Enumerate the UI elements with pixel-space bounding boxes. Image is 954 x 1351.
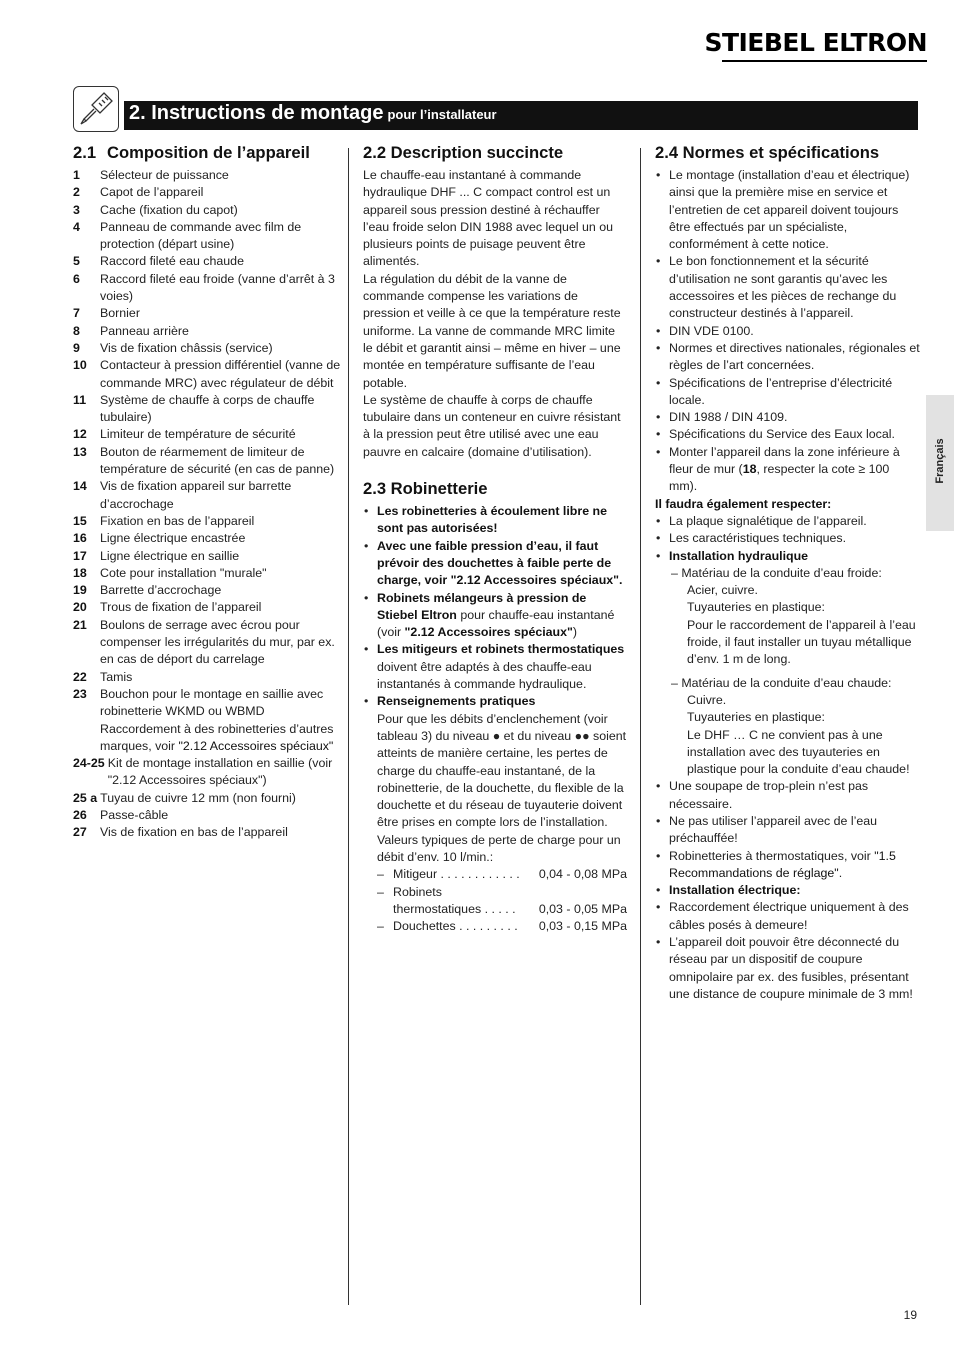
list-item	[73, 219, 341, 254]
item-text: Panneau arrière	[100, 323, 189, 338]
list-item	[73, 530, 341, 547]
item-text: Ligne électrique encastrée	[100, 531, 246, 546]
loss-label: thermostatiques . . . . .	[393, 901, 516, 916]
list-item: • DIN VDE 0100.	[655, 323, 920, 340]
list-item	[73, 426, 341, 443]
item-number: 16	[73, 531, 87, 546]
item-text: Cote pour installation "murale"	[100, 565, 267, 580]
item-number: 5	[73, 254, 80, 269]
item-number: 11	[73, 392, 87, 407]
item-number: 27	[73, 825, 87, 840]
list-item	[377, 901, 627, 918]
list-item	[377, 918, 627, 935]
list-item: • Les mitigeurs et robinets thermostatiques doivent être adaptés à des chauffe-eau instantanés à commande hydraulique.	[363, 641, 627, 693]
list-item: • DIN 1988 / DIN 4109.	[655, 409, 920, 426]
normes-list	[655, 167, 920, 496]
heading-robinetterie: 2.3 Robinetterie	[363, 479, 488, 499]
list-item	[73, 824, 341, 841]
list-item: • Installation hydraulique	[655, 548, 920, 565]
list-item	[73, 755, 341, 790]
heading-composition: 2.1 Composition de l’appareil	[73, 143, 310, 162]
heading-description: 2.2 Description succincte	[363, 143, 564, 162]
list-item	[377, 866, 627, 883]
list-item: • Spécifications de l’entreprise d’électricité locale.	[655, 375, 920, 410]
list-item: • La plaque signalétique de l’appareil.	[655, 513, 920, 530]
list-item: • Les caractéristiques techniques.	[655, 530, 920, 547]
item-text: Boulons de serrage avec écrou pour compenser les irrégularités du mur, par ex. en cas de déport du carrelage	[100, 617, 335, 667]
list-item	[73, 807, 341, 824]
misc-list	[655, 778, 920, 1003]
column-description	[363, 142, 627, 935]
heading-normes: 2.4 Normes et spécifications	[655, 143, 880, 162]
list-item	[73, 478, 341, 513]
item-text: Contacteur à pression différentiel (vanne de commande MRC) avec régulateur de débit	[100, 358, 341, 390]
item-text: Kit de montage installation en saillie (voir "2.12 Accessoires spéciaux")	[107, 756, 333, 788]
item-text: Trous de fixation de l’appareil	[100, 600, 262, 615]
item-number: 20	[73, 600, 87, 615]
item-text: Bouton de réarmement de limiteur de température de sécurité (en cas de panne)	[100, 444, 335, 477]
item-text: Capot de l’appareil	[100, 185, 204, 200]
also-respect-label: Il faudra également respecter:	[655, 496, 832, 511]
language-tab	[926, 395, 954, 531]
loss-value: 0,03 - 0,05 MPa	[538, 901, 627, 916]
list-item	[73, 444, 341, 479]
section-title-bar	[124, 101, 918, 130]
item-number: 26	[73, 807, 87, 822]
item-text: Panneau de commande avec film de protection (départ usine)	[100, 219, 302, 252]
paragraph: La régulation du débit de la vanne de commande compense les variations de pression et veille à ce que la température reste uniforme. La vanne de commande MRC limite le débit et garantit ainsi – même en hiver – une montée en température suffisante de l’eau potable.	[363, 271, 621, 390]
list-item: • L’appareil doit pouvoir être déconnecté du réseau par un dispositif de coupure omnipolaire par ex. des fusibles, présentant une distance de coupure minimale de 3 mm!	[655, 934, 920, 1003]
list-item	[73, 513, 341, 530]
list-item	[73, 686, 341, 755]
item-number: 15	[73, 513, 87, 528]
list-item: • Le bon fonctionnement et la sécurité d’utilisation ne sont garantis qu’avec les accessoires et les pièces de rechange du constructeur destinés à l’appareil.	[655, 253, 920, 322]
column-divider	[640, 148, 641, 1305]
item-text: Vis de fixation appareil sur barrette d’accrochage	[100, 479, 292, 511]
list-item	[73, 582, 341, 599]
loss-value: 0,04 - 0,08 MPa	[538, 867, 627, 882]
list-item: • Renseignements pratiques Pour que les débits d’enclenchement (voir tableau 3) du niveau ● et du niveau ●● soient atteints de manière certaine, les pertes de charge du chauffe-eau instantané, de la robinetterie, de la douchette, du flexible de la douchette et du réseau de tuyauterie doivent être prises en compte lors de l’installation. Valeurs typiques de perte de charge pour un débit d’env. 10 l/min.: – Mitigeur . . . . . . . . . . . . 0,04 - 0,08 MPa – Robinets thermostatiques . . . . . 0,03 - 0,05 MPa – Douchettes . . . . . . . . . 0,03 - 0,15 MPa	[363, 693, 627, 935]
item-number: 10	[73, 358, 87, 373]
list-item	[377, 884, 627, 901]
item-number: 14	[73, 479, 87, 494]
list-item	[73, 271, 341, 306]
item-text: Limiteur de température de sécurité	[100, 427, 296, 442]
pressure-loss-list	[377, 866, 627, 935]
item-text: Barrette d’accrochage	[100, 583, 222, 598]
item-text: Raccord fileté eau chaude	[100, 254, 244, 269]
loss-value: 0,03 - 0,15 MPa	[538, 919, 627, 934]
paragraph: Le chauffe-eau instantané à commande hydraulique DHF ... C compact control est un appareil sous pression destiné à réchauffer l’eau froide selon DIN 1988 avec lequel un ou plusieurs points de puisage peuvent être alimentés.	[363, 168, 614, 269]
item-text: Tamis	[100, 669, 133, 684]
cold-water-block: – Matériau de la conduite d’eau froide: Acier, cuivre. Tuyauteries en plastique: Pour le raccordement de l’appareil à l’eau froide, il faut installer un tuyau métallique d’env. 1 m de long.	[671, 565, 916, 667]
item-text: Passe-câble	[100, 807, 169, 822]
list-item	[73, 323, 341, 340]
column-normes	[655, 142, 920, 1003]
list-item	[73, 790, 341, 807]
item-number: 24-25	[73, 756, 105, 771]
logo-underline	[722, 60, 927, 62]
loss-label: – Robinets	[393, 884, 442, 899]
item-number: 3	[73, 202, 80, 217]
list-item	[73, 599, 341, 616]
item-number: 4	[73, 219, 80, 234]
list-item	[73, 392, 341, 427]
list-item: • Ne pas utiliser l’appareil avec de l’eau préchauffée!	[655, 813, 920, 848]
item-number: 19	[73, 583, 87, 598]
list-item: • Robinetteries à thermostatiques, voir "1.5 Recommandations de réglage".	[655, 848, 920, 883]
item-number: 9	[73, 340, 80, 355]
list-item	[73, 617, 341, 669]
list-item	[73, 305, 341, 322]
robinetterie-list	[363, 503, 627, 935]
list-item: • Installation électrique:	[655, 882, 920, 899]
list-item	[73, 167, 341, 184]
paragraph: Le système de chauffe à corps de chauffe tubulaire dans un conteneur en cuivre résistant à la pression peut être utilisé avec une eau pauvre en calcaire (domaine d’utilisation).	[363, 392, 621, 459]
item-text: Fixation en bas de l’appareil	[100, 513, 255, 528]
list-item	[73, 357, 341, 392]
item-number: 25 a	[73, 790, 98, 805]
item-text: Vis de fixation en bas de l’appareil	[100, 825, 288, 840]
list-item	[73, 340, 341, 357]
section-title: 2. Instructions de montage	[129, 102, 384, 124]
list-item: • Monter l’appareil dans la zone inférieure à fleur de mur (18, respecter la cote ≥ 100 mm).	[655, 444, 920, 496]
item-number: 1	[73, 168, 80, 182]
brand-logo: STIEBEL ELTRON	[704, 28, 927, 57]
item-text: Bornier	[100, 306, 140, 321]
item-number: 18	[73, 565, 87, 580]
list-item: • Le montage (installation d’eau et électrique) ainsi que la première mise en service et l’entretien de cet appareil doivent toujours être effectués par un spécialiste, conformément à cette notice.	[655, 167, 920, 253]
screwdriver-icon	[73, 86, 119, 132]
list-item: • Normes et directives nationales, régionales et règles de l’art concernées.	[655, 340, 920, 375]
item-text: Vis de fixation châssis (service)	[100, 340, 273, 355]
list-item	[73, 253, 341, 270]
item-text: Raccord fileté eau froide (vanne d’arrêt à 3 voies)	[100, 271, 335, 304]
list-item: • Une soupape de trop-plein n’est pas nécessaire.	[655, 778, 920, 813]
column-composition	[73, 142, 341, 842]
loss-label: – Mitigeur . . . . . . . . . . . .	[393, 867, 520, 882]
list-item	[73, 548, 341, 565]
list-item	[73, 565, 341, 582]
item-number: 8	[73, 323, 80, 338]
item-text: Bouchon pour le montage en saillie avec robinetterie WKMD ou WBMD Raccordement à des robinetteries d’autres marques, voir "2.12 Accessoires spéciaux"	[100, 686, 334, 753]
list-item: • Spécifications du Service des Eaux local.	[655, 426, 920, 443]
page-number: 19	[903, 1308, 917, 1322]
list-item	[73, 202, 341, 219]
column-divider	[348, 148, 349, 1305]
item-number: 21	[73, 617, 87, 632]
list-item	[73, 669, 341, 686]
list-item: • Avec une faible pression d’eau, il faut prévoir des douchettes à faible perte de charge, voir "2.12 Accessoires spéciaux".	[363, 538, 627, 590]
item-number: 17	[73, 548, 87, 563]
loss-label: – Douchettes . . . . . . . . .	[393, 919, 518, 934]
item-number: 6	[73, 271, 80, 286]
item-text: Système de chauffe à corps de chauffe tubulaire)	[100, 392, 315, 425]
section-subtitle: pour l’installateur	[387, 107, 497, 122]
item-number: 7	[73, 306, 80, 321]
list-item: • Les robinetteries à écoulement libre ne sont pas autorisées!	[363, 503, 627, 538]
item-text: Cache (fixation du capot)	[100, 202, 238, 217]
list-item: • Robinets mélangeurs à pression de Stiebel Eltron pour chauffe-eau instantané (voir "2.12 Accessoires spéciaux")	[363, 590, 627, 642]
item-number: 2	[73, 185, 80, 200]
item-text: Sélecteur de puissance	[100, 168, 229, 182]
list-item: • Raccordement électrique uniquement à des câbles posés à demeure!	[655, 899, 920, 934]
list-item	[73, 184, 341, 201]
item-text: Ligne électrique en saillie	[100, 548, 240, 563]
item-number: 13	[73, 444, 87, 459]
item-number: 23	[73, 686, 87, 701]
hot-water-block: – Matériau de la conduite d’eau chaude: Cuivre. Tuyauteries en plastique: Le DHF … C ne convient pas à une installation avec des tuyauteries en plastique pour la conduite d’eau chaude!	[671, 675, 910, 777]
item-number: 12	[73, 427, 87, 442]
language-label: Français	[934, 438, 946, 484]
respect-list	[655, 513, 920, 565]
item-number: 22	[73, 669, 87, 684]
item-text: Tuyau de cuivre 12 mm (non fourni)	[100, 790, 296, 805]
parts-list	[73, 167, 341, 842]
